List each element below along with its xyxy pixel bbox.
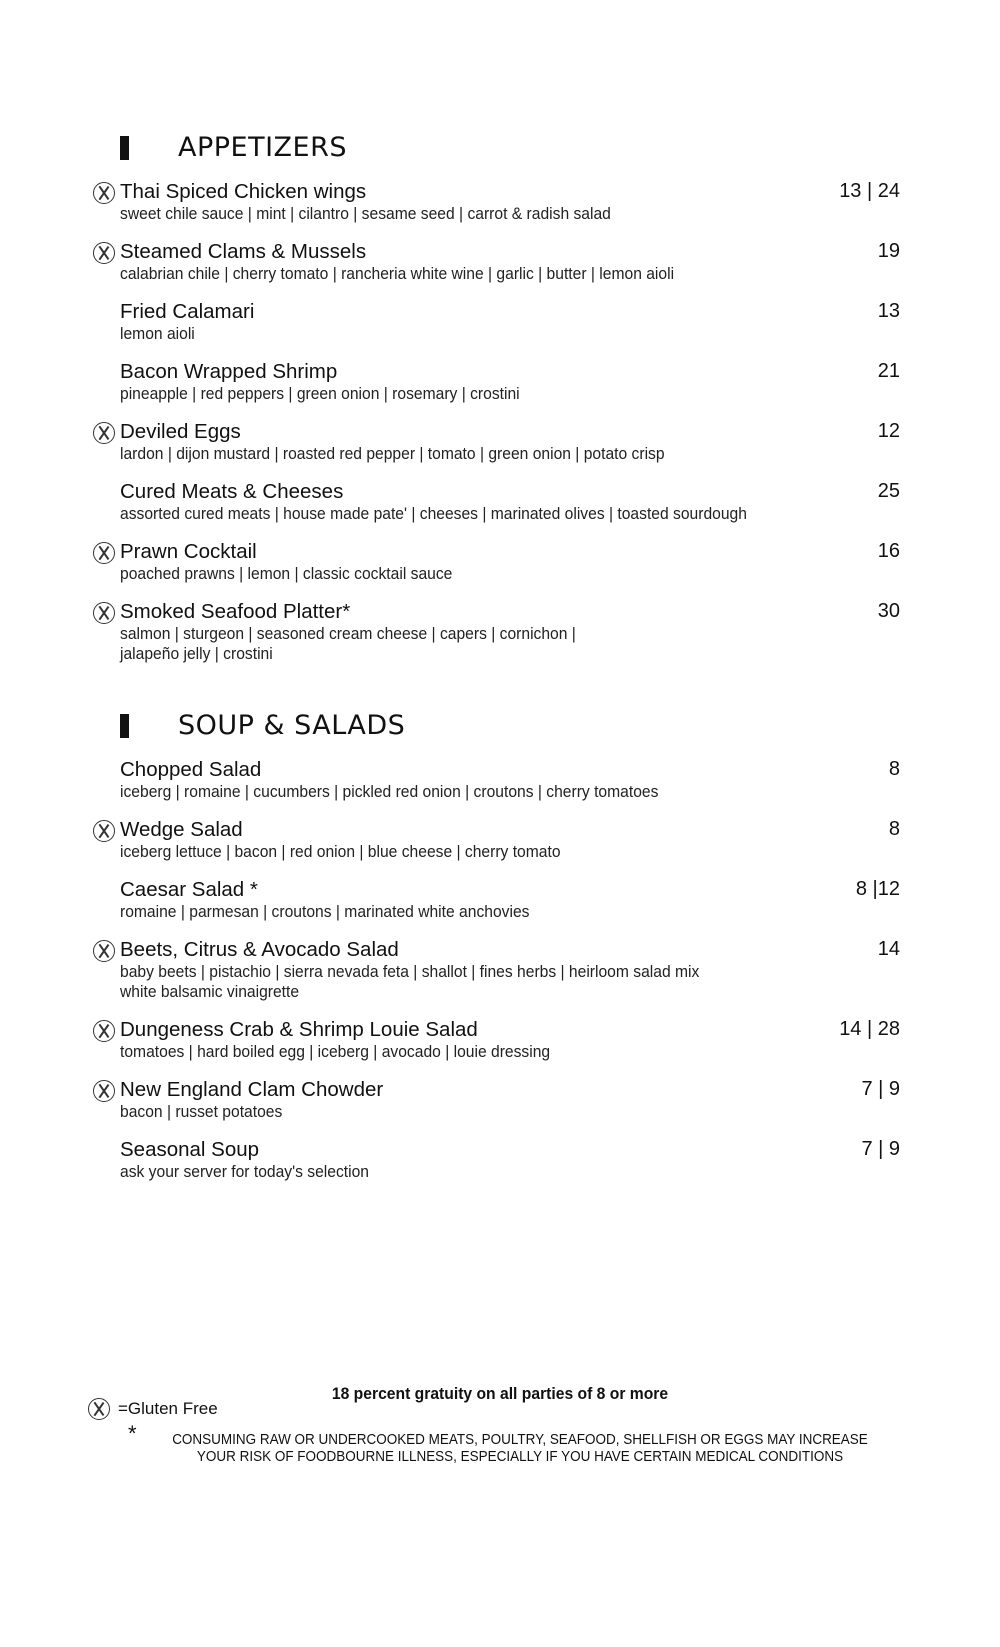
- section-bar: [120, 714, 129, 738]
- item-name: Deviled Eggs: [120, 420, 241, 443]
- gratuity-note: 18 percent gratuity on all parties of 8 or more: [331, 1385, 669, 1403]
- section-header: [0, 710, 1000, 750]
- menu-item: [0, 242, 1000, 302]
- item-description: tomatoes | hard boiled egg | iceberg | avocado | louie dressing: [120, 1042, 551, 1061]
- item-price: 25: [877, 480, 900, 502]
- item-price: 8: [888, 818, 900, 840]
- menu-item: [0, 940, 1000, 1020]
- item-name: Chopped Salad: [120, 758, 262, 781]
- gluten-free-icon: [93, 820, 115, 842]
- item-description: assorted cured meats | house made pate' | cheeses | marinated olives | toasted sourdough: [120, 504, 747, 523]
- menu-item: [0, 422, 1000, 482]
- item-name: Steamed Clams & Mussels: [120, 240, 367, 263]
- menu-item: [0, 302, 1000, 362]
- item-name: Fried Calamari: [120, 300, 255, 323]
- item-name: Wedge Salad: [120, 818, 243, 841]
- menu-item: [0, 542, 1000, 602]
- item-description: ask your server for today's selection: [120, 1162, 369, 1181]
- item-description: pineapple | red peppers | green onion | rosemary | crostini: [120, 384, 520, 403]
- item-description: iceberg lettuce | bacon | red onion | blue cheese | cherry tomato: [120, 842, 561, 861]
- item-price: 13 | 24: [839, 180, 900, 202]
- gluten-free-icon: [93, 1080, 115, 1102]
- item-description: sweet chile sauce | mint | cilantro | sesame seed | carrot & radish salad: [120, 204, 611, 223]
- item-name: Cured Meats & Cheeses: [120, 480, 344, 503]
- item-name: Dungeness Crab & Shrimp Louie Salad: [120, 1018, 478, 1041]
- gluten-free-icon: [93, 242, 115, 264]
- menu-item: [0, 760, 1000, 820]
- item-description: lemon aioli: [120, 324, 195, 343]
- item-name: New England Clam Chowder: [120, 1078, 384, 1101]
- item-price: 19: [877, 240, 900, 262]
- menu-item: [0, 482, 1000, 542]
- menu-item: [0, 1020, 1000, 1080]
- menu-item: [0, 602, 1000, 682]
- appetizers-list: [0, 182, 1000, 682]
- section-title: APPETIZERS: [178, 132, 348, 163]
- item-price: 7 | 9: [861, 1078, 900, 1100]
- item-price: 8 |12: [855, 878, 900, 900]
- section-header: [0, 132, 1000, 172]
- item-description: baby beets | pistachio | sierra nevada feta | shallot | fines herbs | heirloom salad mix white balsamic vinaigrette: [120, 962, 700, 1001]
- gluten-free-icon: [93, 1020, 115, 1042]
- gluten-free-icon: [93, 182, 115, 204]
- gluten-free-icon: [93, 940, 115, 962]
- item-price: 21: [877, 360, 900, 382]
- item-description: lardon | dijon mustard | roasted red pepper | tomato | green onion | potato crisp: [120, 444, 665, 463]
- item-description: calabrian chile | cherry tomato | rancheria white wine | garlic | butter | lemon aioli: [120, 264, 675, 283]
- section-title: SOUP & SALADS: [178, 710, 406, 741]
- item-name: Caesar Salad *: [120, 878, 258, 901]
- item-price: 12: [877, 420, 900, 442]
- gluten-free-icon: [93, 422, 115, 444]
- item-description: iceberg | romaine | cucumbers | pickled red onion | croutons | cherry tomatoes: [120, 782, 659, 801]
- gluten-free-icon: [88, 1398, 110, 1420]
- item-name: Smoked Seafood Platter*: [120, 600, 351, 623]
- item-name: Prawn Cocktail: [120, 540, 257, 563]
- item-description: romaine | parmesan | croutons | marinated white anchovies: [120, 902, 530, 921]
- item-price: 16: [877, 540, 900, 562]
- gluten-free-icon: [93, 542, 115, 564]
- menu-item: [0, 1080, 1000, 1140]
- item-description: salmon | sturgeon | seasoned cream cheese | capers | cornichon | jalapeño jelly | crostini: [120, 624, 576, 663]
- gluten-free-legend-text: =Gluten Free: [118, 1399, 218, 1418]
- item-price: 14: [877, 938, 900, 960]
- item-price: 14 | 28: [839, 1018, 900, 1040]
- item-name: Beets, Citrus & Avocado Salad: [120, 938, 399, 961]
- item-name: Thai Spiced Chicken wings: [120, 180, 367, 203]
- section-bar: [120, 136, 129, 160]
- item-name: Seasonal Soup: [120, 1138, 260, 1161]
- soup-salads-list: [0, 760, 1000, 1200]
- menu-item: [0, 1140, 1000, 1200]
- raw-food-warning: CONSUMING RAW OR UNDERCOOKED MEATS, POULTRY, SEAFOOD, SHELLFISH OR EGGS MAY INCREASE YOUR RISK OF FOODBOURNE ILLNESS, ESPECIALLY IF YOU HAVE CERTAIN MEDICAL CONDITIONS: [172, 1432, 868, 1465]
- item-name: Bacon Wrapped Shrimp: [120, 360, 338, 383]
- item-price: 30: [877, 600, 900, 622]
- item-price: 8: [888, 758, 900, 780]
- soup-salads-section: [0, 710, 1000, 1181]
- menu-item: [0, 362, 1000, 422]
- item-price: 13: [877, 300, 900, 322]
- gluten-free-icon: [93, 602, 115, 624]
- item-description: bacon | russet potatoes: [120, 1102, 283, 1121]
- menu-item: [0, 880, 1000, 940]
- item-description: poached prawns | lemon | classic cocktail sauce: [120, 564, 453, 583]
- appetizers-section: [0, 132, 1000, 663]
- menu-item: [0, 182, 1000, 242]
- menu-item: [0, 820, 1000, 880]
- item-price: 7 | 9: [861, 1138, 900, 1160]
- asterisk-mark: *: [128, 1421, 137, 1446]
